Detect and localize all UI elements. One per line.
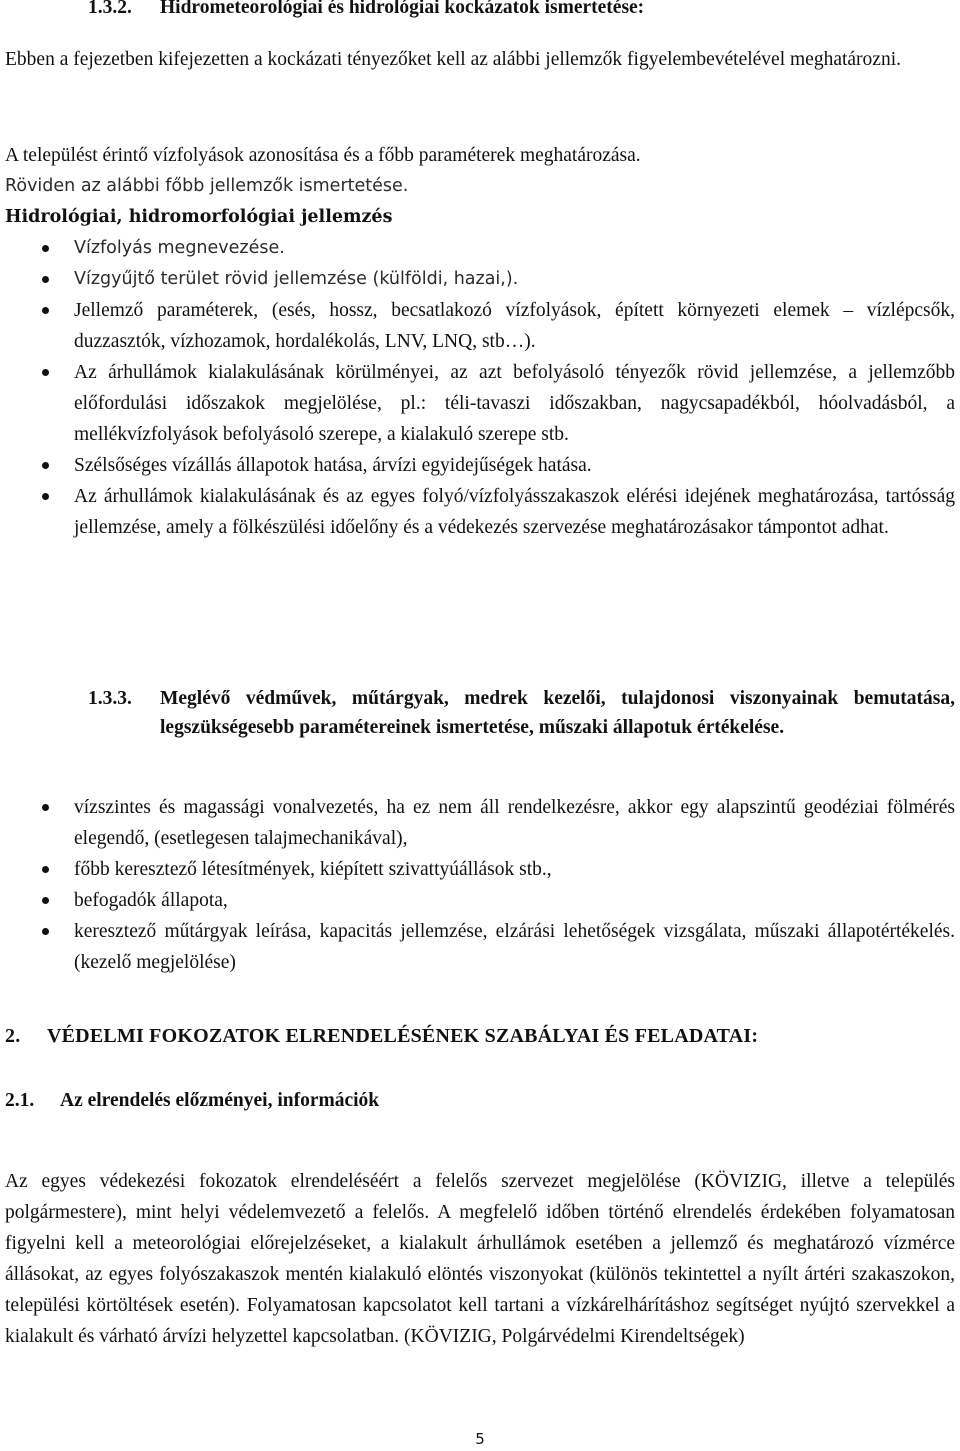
section-133-title: Meglévő védművek, műtárgyak, medrek kezelői, tulajdonosi viszonyainak bemutatása, legszükségesebb paramétereinek ismertetése, műszaki állapotuk értékelése. [160,688,955,738]
section-21-paragraph: Az egyes védekezési fokozatok elrendeléséért a felelős szervezet megjelölése (KÖVIZIG, illetve a település polgármestere), mint helyi védelemvezető a felelős. A megfelelő időben történő elrendelés érdekében folyamatosan figyelni kell a meteorológiai előrejelzéseket, a kialakult árhullámok esetében a jellemző és meghatározó vízmérce állásokat, az egyes folyószakaszok mentén kialakuló elöntés viszonyokat (különös tekintettel a nyílt ártéri szakaszokon, települési körtöltések esetén). Folyamatosan kapcsolatot kell tartani a vízkárelhárításhoz segítséget nyújtó szervekkel a kialakult és várható árvízi helyzettel kapcsolatban. (KÖVIZIG, Polgárvédelmi Kirendeltségek) [5,1171,955,1347]
list-item-text: keresztező műtárgyak leírása, kapacitás jellemzése, elzárási lehetőségek vizsgálata, műszaki állapotértékelés. (kezelő megjelölése) [74,921,955,973]
list-item [5,450,955,481]
section-132-intro: Ebben a fejezetben kifejezetten a kockázati tényezőket kell az alábbi jellemzők figyelembevételével meghatározni. [5,49,901,70]
list-item [5,357,955,450]
list-item [5,792,955,854]
list-item-text: Szélsőséges vízállás állapotok hatása, árvízi egyidejűségek hatása. [74,455,592,476]
section-2-number: 2. [5,1025,21,1047]
list-item [5,481,955,543]
list-item [5,885,955,916]
bullet-icon [42,307,49,314]
page-number: 5 [475,1430,485,1448]
list-item [5,916,955,978]
section-132-subhead: Hidrológiai, hidromorfológiai jellemzés [5,207,393,227]
list-item-text: befogadók állapota, [74,890,228,911]
bullet-icon [42,897,49,904]
bullet-icon [42,928,49,935]
section-133-number: 1.3.3. [88,688,132,709]
section-132-heading [88,0,955,23]
list-item-text: Jellemző paraméterek, (esés, hossz, becsatlakozó vízfolyások, épített környezeti elemek – vízlépcsők, duzzasztók, vízhozamok, hordalékolás, LNV, LNQ, stb…). [74,300,955,352]
section-132-line2: Röviden az alábbi főbb jellemzők ismertetése. [5,176,409,196]
list-item-text: Az árhullámok kialakulásának és az egyes folyó/vízfolyásszakaszok elérési idejének meghatározása, tartósság jellemzése, amely a fölkészülési időelőny és a védekezés szervezése meghatározásakor támpontot adhat. [74,486,955,538]
list-item-text: főbb keresztező létesítmények, kiépített szivattyúállások stb., [74,859,552,880]
bullet-icon [42,245,49,252]
section-2-title: VÉDELMI FOKOZATOK ELRENDELÉSÉNEK SZABÁLYAI ÉS FELADATAI: [47,1025,759,1047]
list-item [5,854,955,885]
bullet-icon [42,804,49,811]
bullet-icon [42,866,49,873]
bullet-icon [42,276,49,283]
bullet-icon [42,462,49,469]
section-133-bullet-list [5,792,955,978]
list-item [5,264,955,295]
list-item [5,295,955,357]
section-132-title: Hidrometeorológiai és hidrológiai kockázatok ismertetése: [160,0,645,18]
list-item-text: Az árhullámok kialakulásának körülményei, az azt befolyásoló tényezők rövid jellemzése, a jellemzőbb előfordulási időszakok megjelölése, pl.: téli-tavaszi időszakban, nagycsapadékból, hóolvadásból, a mellékvízfolyások befolyásoló szerepe, a kialakuló szerepe stb. [74,362,955,445]
section-132-number: 1.3.2. [88,0,132,18]
list-item [5,233,955,264]
section-21-heading [5,1085,955,1116]
section-21-title: Az elrendelés előzményei, információk [60,1090,380,1111]
section-2-heading [5,1021,955,1052]
section-133-heading [88,684,955,742]
section-132-line1: A települést érintő vízfolyások azonosítása és a főbb paraméterek meghatározása. [5,145,641,166]
list-item-text: Vízfolyás megnevezése. [74,238,285,258]
bullet-icon [42,369,49,376]
list-item-text: vízszintes és magassági vonalvezetés, ha ez nem áll rendelkezésre, akkor egy alapszintű geodéziai fölmérés elegendő, (esetlegesen talajmechanikával), [74,797,955,849]
section-21-number: 2.1. [5,1090,35,1111]
list-item-text: Vízgyűjtő terület rövid jellemzése (külföldi, hazai,). [74,269,519,289]
bullet-icon [42,493,49,500]
section-132-bullet-list [5,233,955,543]
